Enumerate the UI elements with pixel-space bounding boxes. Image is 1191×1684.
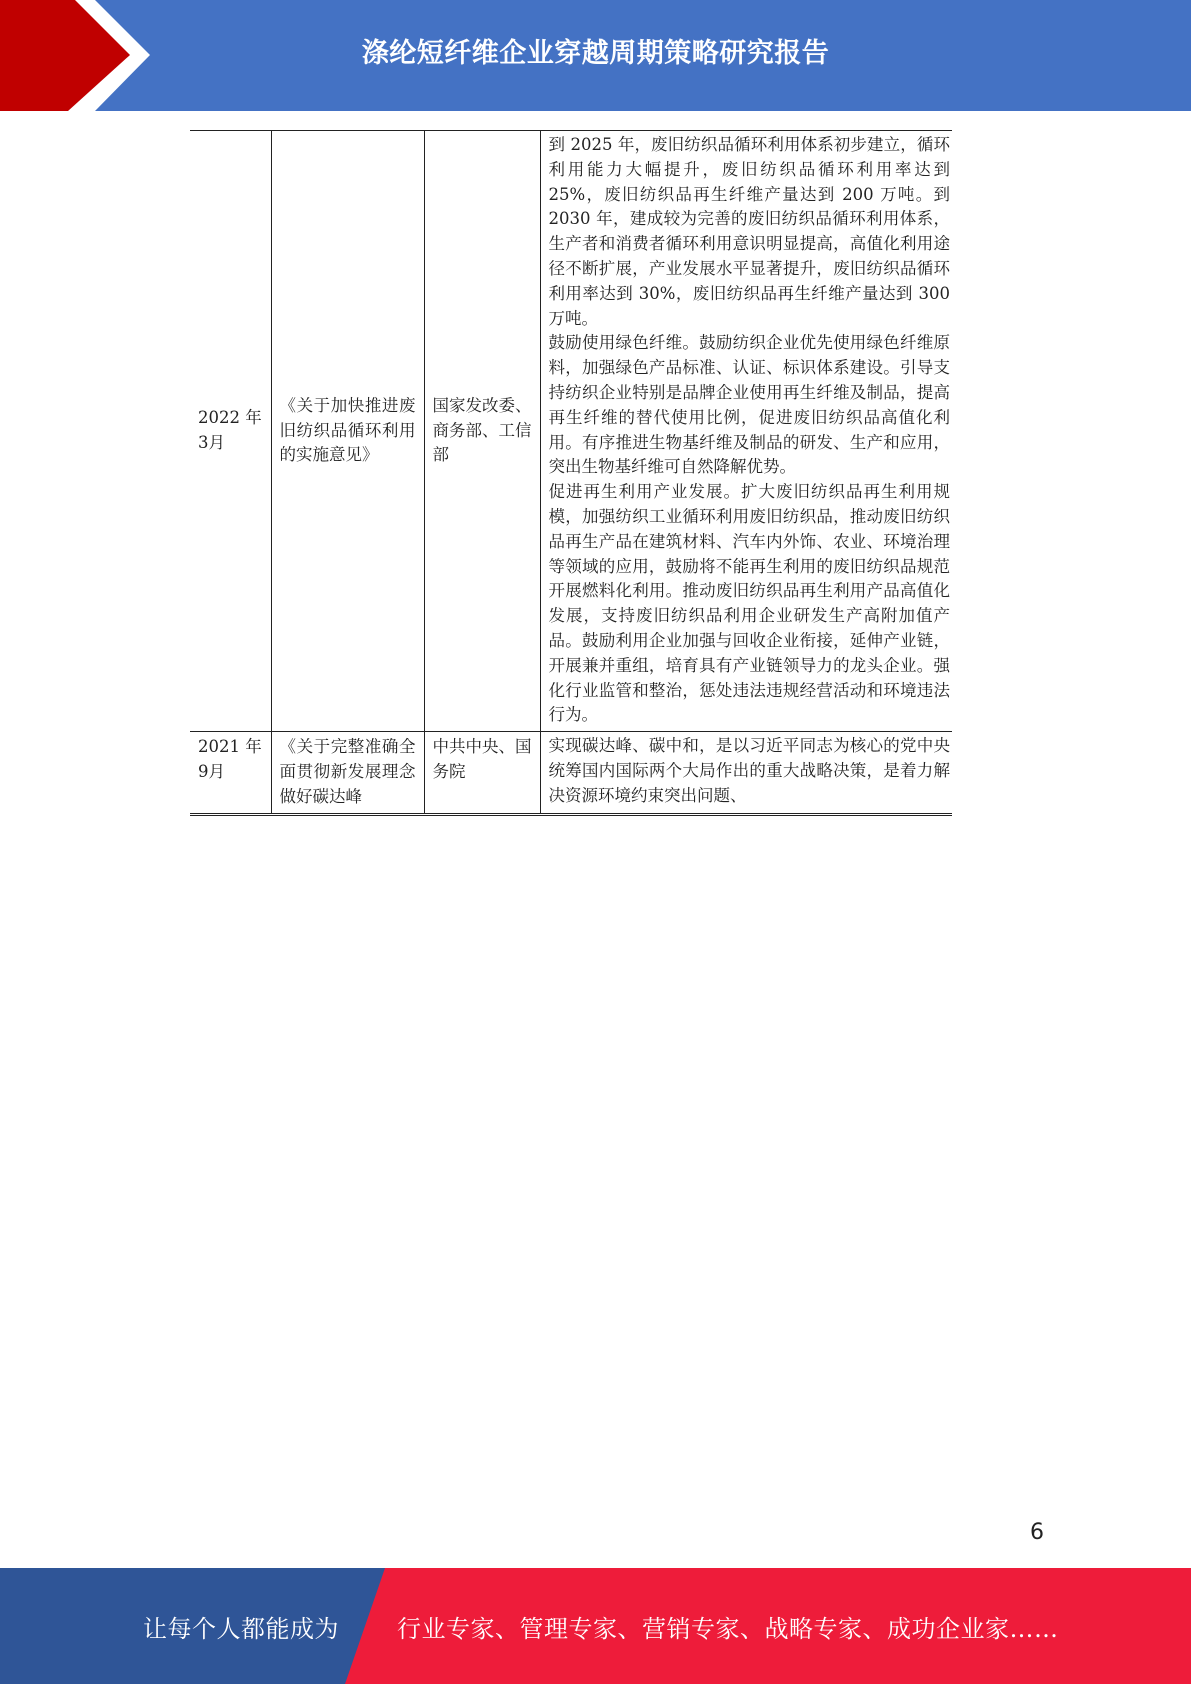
policy-table — [190, 130, 952, 816]
report-title: 涤纶短纤维企业穿越周期策略研究报告 — [361, 37, 830, 69]
page-number: 6 — [1030, 1520, 1044, 1545]
table-row — [190, 131, 952, 732]
date-cell: 2022 年 3月 — [190, 131, 271, 732]
page-footer — [0, 1568, 1191, 1684]
date-cell: 2021 年 9月 — [190, 732, 271, 814]
chevron-arrow-icon — [0, 0, 150, 111]
department-cell: 中共中央、国务院 — [424, 732, 540, 814]
content-paragraph: 实现碳达峰、碳中和，是以习近平同志为核心的党中央统筹国内国际两个大局作出的重大战略决策，是着力解决资源环境约束突出问题、 — [548, 736, 950, 805]
page-header — [0, 0, 1191, 111]
footer-slogan-left: 让每个人都能成为 — [143, 1614, 339, 1643]
table-row — [190, 732, 952, 814]
content-paragraph: 到 2025 年，废旧纺织品循环利用体系初步建立，循环利用能力大幅提升，废旧纺织品循环利用率达到 25%，废旧纺织品再生纤维产量达到 200 万吨。到 2030 年，建成较为完善的废旧纺织品循环利用体系，生产者和消费者循环利用意识明显提高，高值化利用途径不断扩展，产业发展水平显著提升，废旧纺织品循环利用率达到 30%，废旧纺织品再生纤维产量达到 300 万吨。 — [548, 135, 950, 328]
content-cell — [540, 131, 952, 732]
document-title-cell: 《关于完整准确全面贯彻新发展理念做好碳达峰 — [271, 732, 424, 814]
department-cell: 国家发改委、商务部、工信部 — [424, 131, 540, 732]
footer-slogan-right: 行业专家、管理专家、营销专家、战略专家、成功企业家…… — [397, 1614, 1059, 1643]
content-paragraph: 促进再生利用产业发展。扩大废旧纺织品再生利用规模，加强纺织工业循环利用废旧纺织品，推动废旧纺织品再生产品在建筑材料、汽车内外饰、农业、环境治理等领域的应用，鼓励将不能再生利用的废旧纺织品规范开展燃料化利用。推动废旧纺织品再生利用产品高值化发展，支持废旧纺织品利用企业研发生产高附加值产品。鼓励利用企业加强与回收企业衔接，延伸产业链，开展兼并重组，培育具有产业链领导力的龙头企业。强化行业监管和整治，惩处违法违规经营活动和环境违法行为。 — [548, 482, 950, 725]
content-paragraph: 鼓励使用绿色纤维。鼓励纺织企业优先使用绿色纤维原料，加强绿色产品标准、认证、标识体系建设。引导支持纺织企业特别是品牌企业使用再生纤维及制品，提高再生纤维的替代使用比例，促进废旧纺织品高值化利用。有序推进生物基纤维及制品的研发、生产和应用，突出生物基纤维可自然降解优势。 — [548, 333, 950, 477]
content-cell — [540, 732, 952, 814]
document-title-cell: 《关于加快推进废旧纺织品循环利用的实施意见》 — [271, 131, 424, 732]
